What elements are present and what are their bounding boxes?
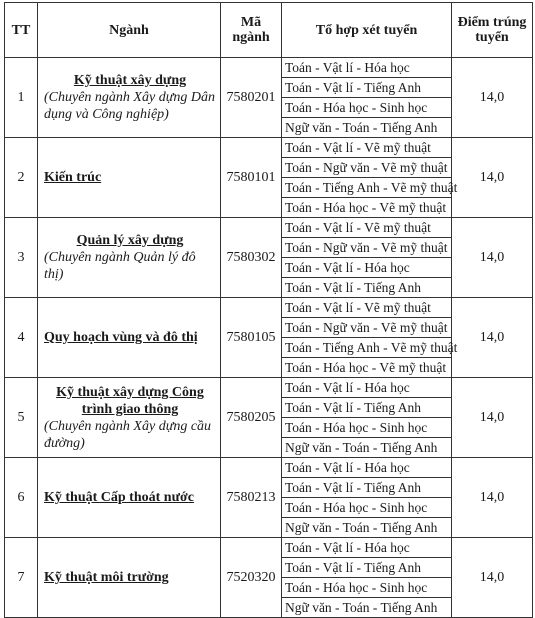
- table-row: [5, 218, 533, 238]
- subject-combination: Toán - Vật lí - Hóa học: [282, 538, 452, 558]
- admission-score: 14,0: [452, 58, 533, 138]
- admission-score: 14,0: [452, 218, 533, 298]
- subject-combination: Toán - Hóa học - Sinh học: [282, 418, 452, 438]
- row-number: 4: [5, 298, 38, 378]
- row-number: 3: [5, 218, 38, 298]
- major-cell: [38, 298, 221, 378]
- major-cell: [38, 218, 221, 298]
- subject-combination: Ngữ văn - Toán - Tiếng Anh: [282, 438, 452, 458]
- major-name: Kỹ thuật môi trường: [44, 570, 169, 585]
- subject-combination: Toán - Vật lí - Tiếng Anh: [282, 478, 452, 498]
- table-row: [5, 138, 533, 158]
- major-name: Quy hoạch vùng và đô thị: [44, 330, 198, 345]
- admission-score-table: [4, 2, 533, 618]
- major-code: 7580213: [221, 458, 282, 538]
- row-number: 2: [5, 138, 38, 218]
- header-major: Ngành: [38, 3, 221, 58]
- admission-score: 14,0: [452, 378, 533, 458]
- table-row: [5, 378, 533, 398]
- subject-combination: Toán - Tiếng Anh - Vẽ mỹ thuật: [282, 338, 452, 358]
- subject-combination: Toán - Hóa học - Sinh học: [282, 98, 452, 118]
- subject-combination: Toán - Vật lí - Vẽ mỹ thuật: [282, 218, 452, 238]
- major-specialization-note: (Chuyên ngành Xây dựng cầu đường): [44, 418, 212, 451]
- row-number: 5: [5, 378, 38, 458]
- major-cell: [38, 378, 221, 458]
- major-name: Kỹ thuật xây dựng Công trình giao thông: [56, 384, 204, 417]
- table-row: [5, 58, 533, 78]
- subject-combination: Toán - Vật lí - Tiếng Anh: [282, 558, 452, 578]
- major-name: Kỹ thuật Cấp thoát nước: [44, 490, 194, 505]
- table-row: [5, 538, 533, 558]
- subject-combination: Ngữ văn - Toán - Tiếng Anh: [282, 598, 452, 618]
- major-code: 7580201: [221, 58, 282, 138]
- row-number: 1: [5, 58, 38, 138]
- subject-combination: Toán - Hóa học - Vẽ mỹ thuật: [282, 358, 452, 378]
- header-combo: Tổ hợp xét tuyển: [282, 3, 452, 58]
- subject-combination: Toán - Ngữ văn - Vẽ mỹ thuật: [282, 318, 452, 338]
- major-name: Quản lý xây dựng: [76, 233, 184, 248]
- admission-score: 14,0: [452, 458, 533, 538]
- subject-combination: Toán - Hóa học - Vẽ mỹ thuật: [282, 198, 452, 218]
- table-row: [5, 458, 533, 478]
- subject-combination: Toán - Vật lí - Tiếng Anh: [282, 278, 452, 298]
- table-body: [5, 58, 533, 618]
- major-name: Kỹ thuật xây dựng: [73, 73, 187, 88]
- header-row: [5, 3, 533, 58]
- subject-combination: Toán - Vật lí - Tiếng Anh: [282, 398, 452, 418]
- subject-combination: Toán - Vật lí - Vẽ mỹ thuật: [282, 298, 452, 318]
- major-cell: [38, 538, 221, 618]
- subject-combination: Toán - Hóa học - Sinh học: [282, 498, 452, 518]
- major-code: 7520320: [221, 538, 282, 618]
- subject-combination: Toán - Vật lí - Tiếng Anh: [282, 78, 452, 98]
- header-code: Mã ngành: [221, 3, 282, 58]
- admission-score-table-sheet: [4, 2, 532, 618]
- header-tt: TT: [5, 3, 38, 58]
- major-code: 7580205: [221, 378, 282, 458]
- admission-score: 14,0: [452, 538, 533, 618]
- row-number: 7: [5, 538, 38, 618]
- subject-combination: Toán - Vật lí - Hóa học: [282, 378, 452, 398]
- admission-score: 14,0: [452, 138, 533, 218]
- admission-score: 14,0: [452, 298, 533, 378]
- major-code: 7580105: [221, 298, 282, 378]
- subject-combination: Toán - Vật lí - Hóa học: [282, 458, 452, 478]
- major-code: 7580302: [221, 218, 282, 298]
- header-score: Điểm trúng tuyển: [452, 3, 533, 58]
- subject-combination: Toán - Vật lí - Hóa học: [282, 58, 452, 78]
- major-name: Kiến trúc: [44, 170, 102, 185]
- row-number: 6: [5, 458, 38, 538]
- subject-combination: Toán - Vật lí - Vẽ mỹ thuật: [282, 138, 452, 158]
- major-specialization-note: (Chuyên ngành Quản lý đô thị): [44, 250, 196, 282]
- table-header: [5, 3, 533, 58]
- subject-combination: Toán - Ngữ văn - Vẽ mỹ thuật: [282, 158, 452, 178]
- subject-combination: Ngữ văn - Toán - Tiếng Anh: [282, 518, 452, 538]
- major-cell: [38, 58, 221, 138]
- major-cell: [38, 138, 221, 218]
- major-code: 7580101: [221, 138, 282, 218]
- subject-combination: Toán - Ngữ văn - Vẽ mỹ thuật: [282, 238, 452, 258]
- subject-combination: Toán - Tiếng Anh - Vẽ mỹ thuật: [282, 178, 452, 198]
- subject-combination: Toán - Vật lí - Hóa học: [282, 258, 452, 278]
- subject-combination: Toán - Hóa học - Sinh học: [282, 578, 452, 598]
- major-specialization-note: (Chuyên ngành Xây dựng Dân dụng và Công nghiệp): [44, 90, 215, 122]
- major-cell: [38, 458, 221, 538]
- subject-combination: Ngữ văn - Toán - Tiếng Anh: [282, 118, 452, 138]
- table-row: [5, 298, 533, 318]
